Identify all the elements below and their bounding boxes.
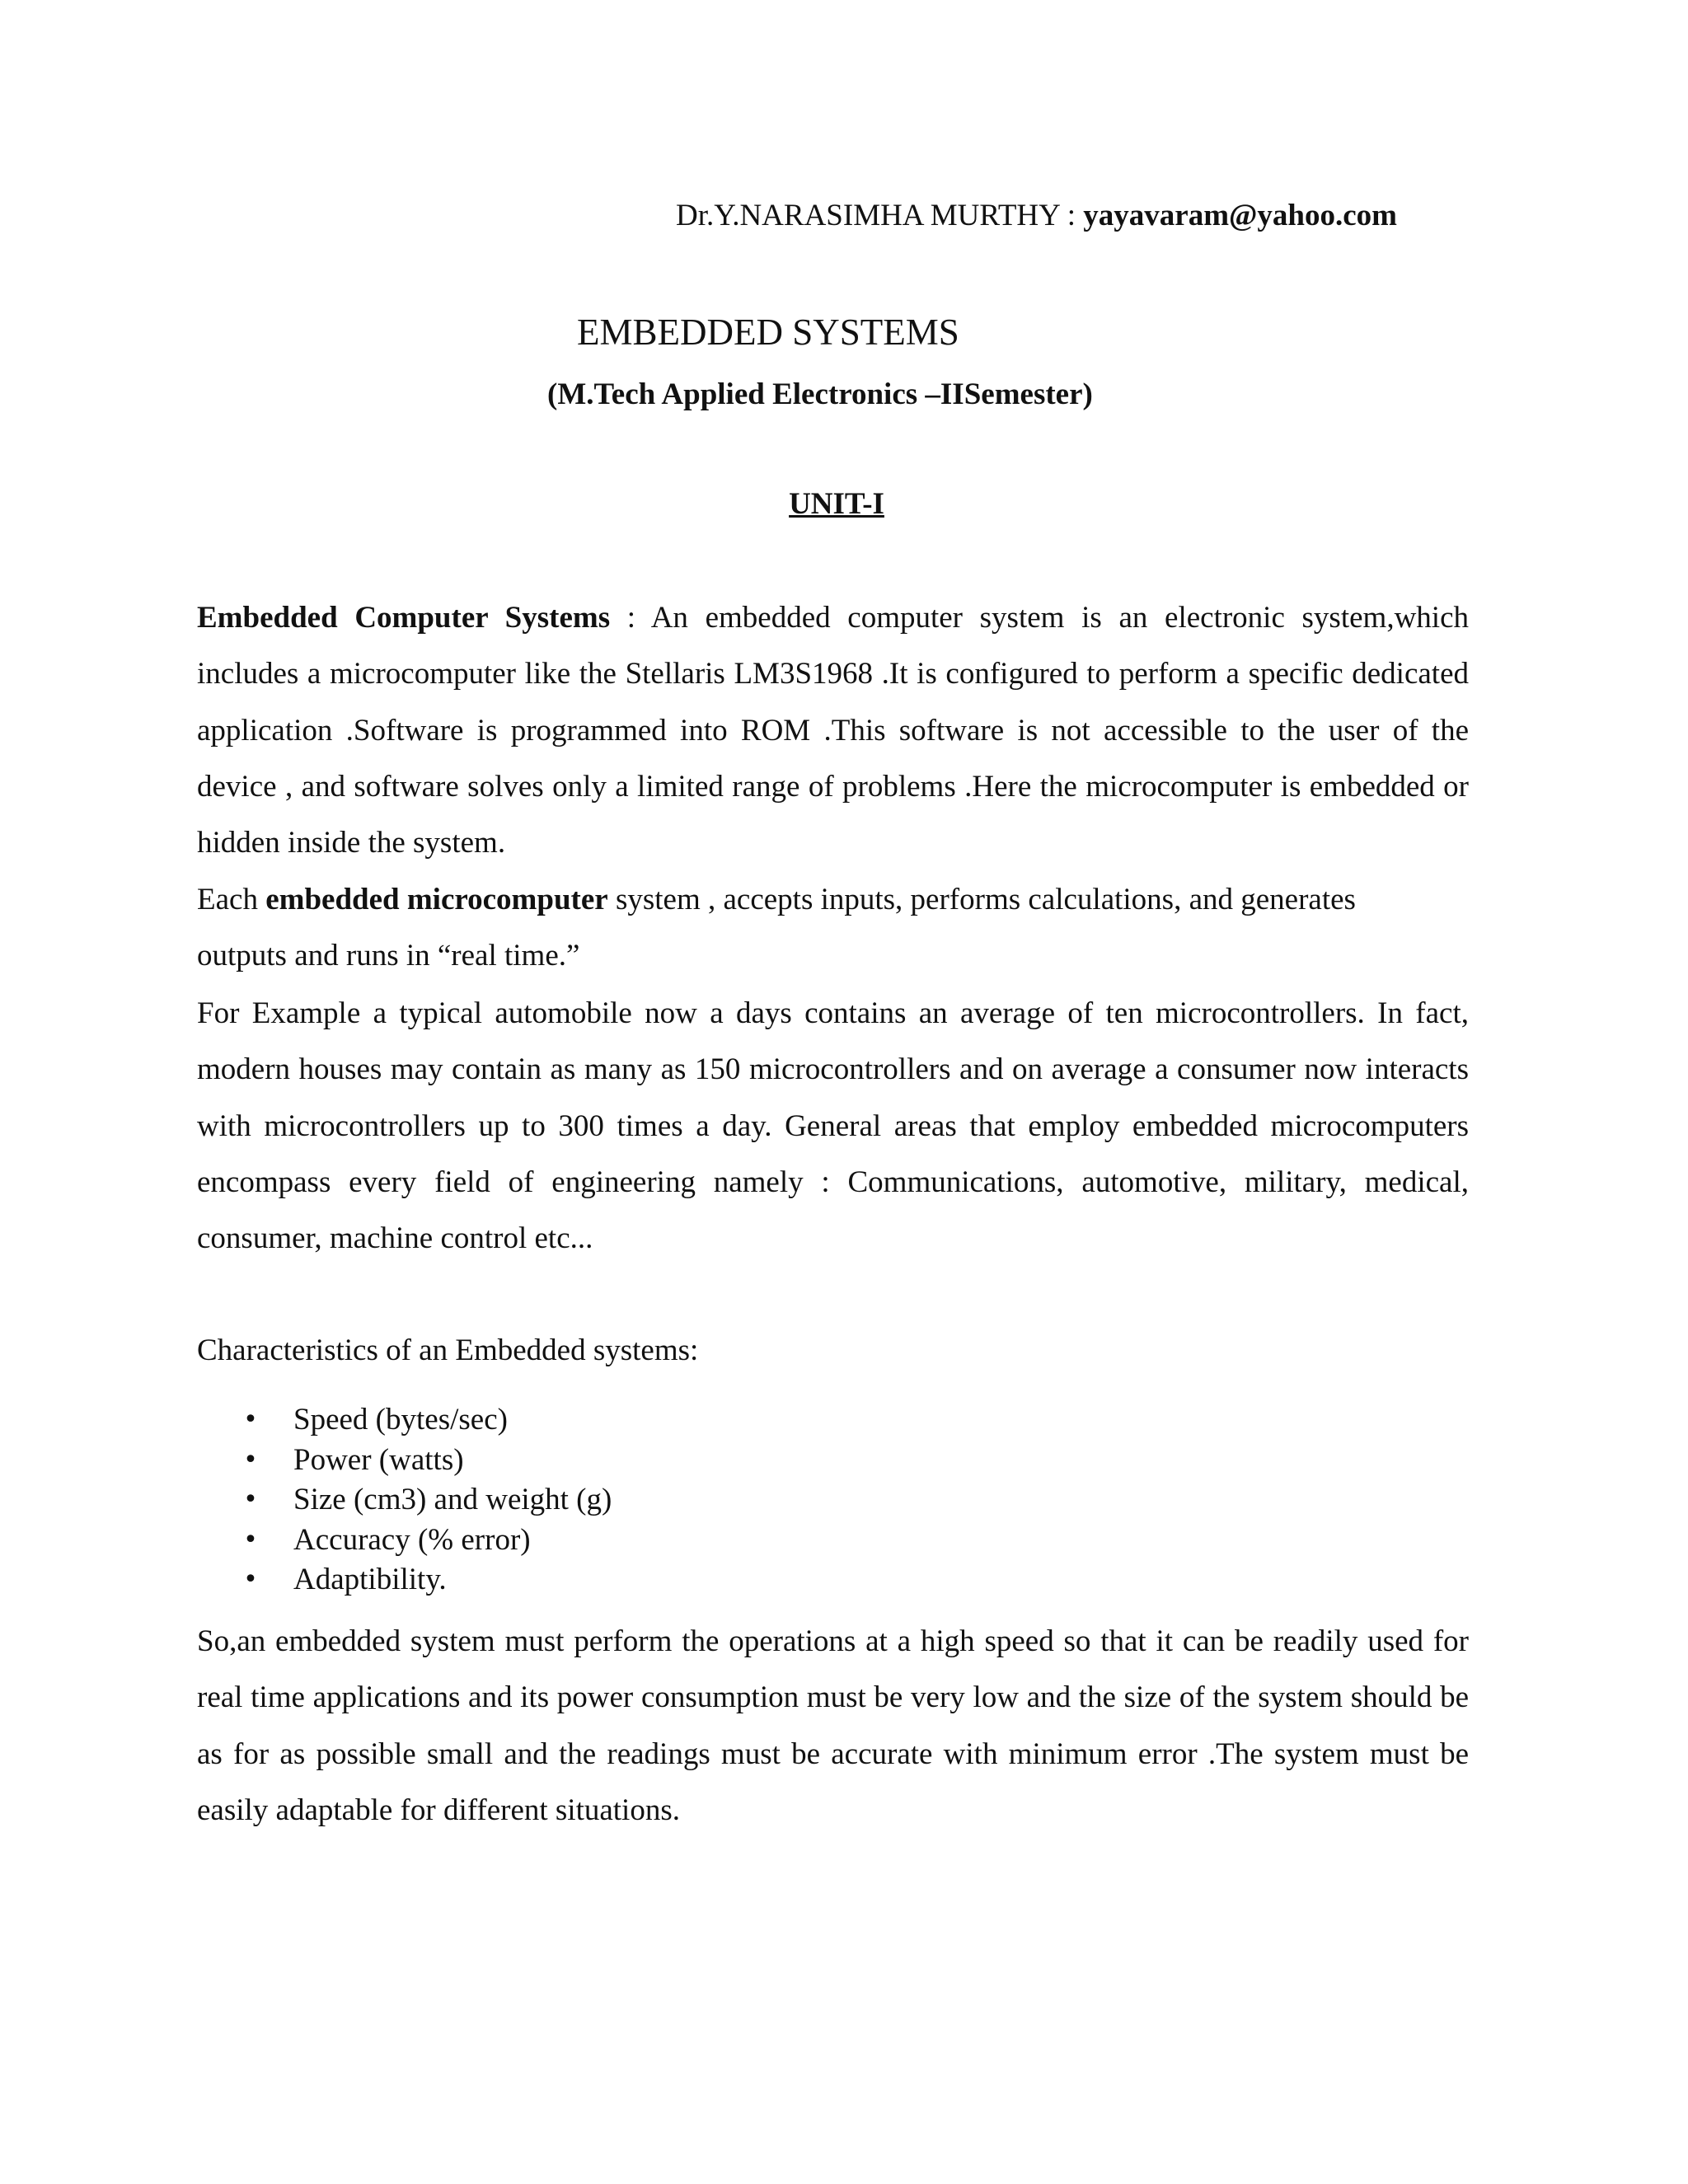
list-item-text: Accuracy (% error): [293, 1522, 531, 1557]
p2-line1-rest: system , accepts inputs, performs calculations, and generates: [607, 883, 1356, 916]
intro-separator: :: [610, 601, 651, 635]
bullet-icon: •: [243, 1445, 258, 1474]
p2-line2: outputs and runs in “real time.”: [197, 939, 580, 973]
bullet-icon: •: [243, 1565, 258, 1594]
p2-bold-term: embedded microcomputer: [265, 883, 608, 916]
author-line: [676, 191, 1397, 241]
document-title: EMBEDDED SYSTEMS: [577, 312, 959, 353]
author-name: Dr.Y.NARASIMHA MURTHY :: [676, 199, 1076, 232]
list-item: [241, 1480, 612, 1521]
conclusion-paragraph: So,an embedded system must perform the operations at a high speed so that it can be readily used for real time applications and its power consumption must be very low and the size of the system should be as for as possible small and the readings must be accurate with minimum error .The system must be easily adaptable for different situations.: [197, 1624, 1469, 1827]
characteristics-heading: Characteristics of an Embedded systems:: [197, 1333, 699, 1367]
author-email: yayavaram@yahoo.com: [1083, 199, 1397, 232]
unit-heading: UNIT-I: [789, 487, 884, 521]
p2-lead: Each: [197, 883, 266, 916]
list-item-text: Size (cm3) and weight (g): [293, 1483, 612, 1516]
intro-text: An embedded computer system is an electronic system,which includes a microcomputer like the Stellaris LM3S1968 .It is configured to perform a specific dedicated application .Software is programmed into ROM .This software is not accessible to the user of the device , and software solves only a limited range of problems .Here the microcomputer is embedded or hidden inside the system.: [197, 601, 1469, 860]
intro-term: Embedded Computer Systems: [197, 601, 611, 635]
list-item: [241, 1521, 612, 1561]
list-item: [241, 1560, 612, 1601]
bullet-icon: •: [243, 1485, 258, 1514]
list-item-text: Power (watts): [293, 1442, 464, 1477]
intro-paragraph: [197, 590, 1469, 871]
list-item: [241, 1400, 612, 1441]
bullet-icon: •: [243, 1525, 258, 1554]
document-subtitle: (M.Tech Applied Electronics –IISemester): [547, 377, 1093, 411]
list-item: [241, 1441, 612, 1481]
example-paragraph: For Example a typical automobile now a days contains an average of ten microcontrollers. In fact, modern houses may contain as many as 150 microcontrollers and on average a consumer now interacts with microcontrollers up to 300 times a day. General areas that employ embedded microcomputers encompass every field of engineering namely : Communications, automotive, military, medical, consumer, machine control etc...: [197, 996, 1469, 1256]
characteristics-list: [241, 1400, 612, 1601]
microcomputer-paragraph: [197, 872, 1469, 985]
list-item-text: Adaptibility.: [293, 1563, 447, 1596]
bullet-icon: •: [243, 1405, 258, 1434]
list-item-text: Speed (bytes/sec): [293, 1403, 508, 1436]
